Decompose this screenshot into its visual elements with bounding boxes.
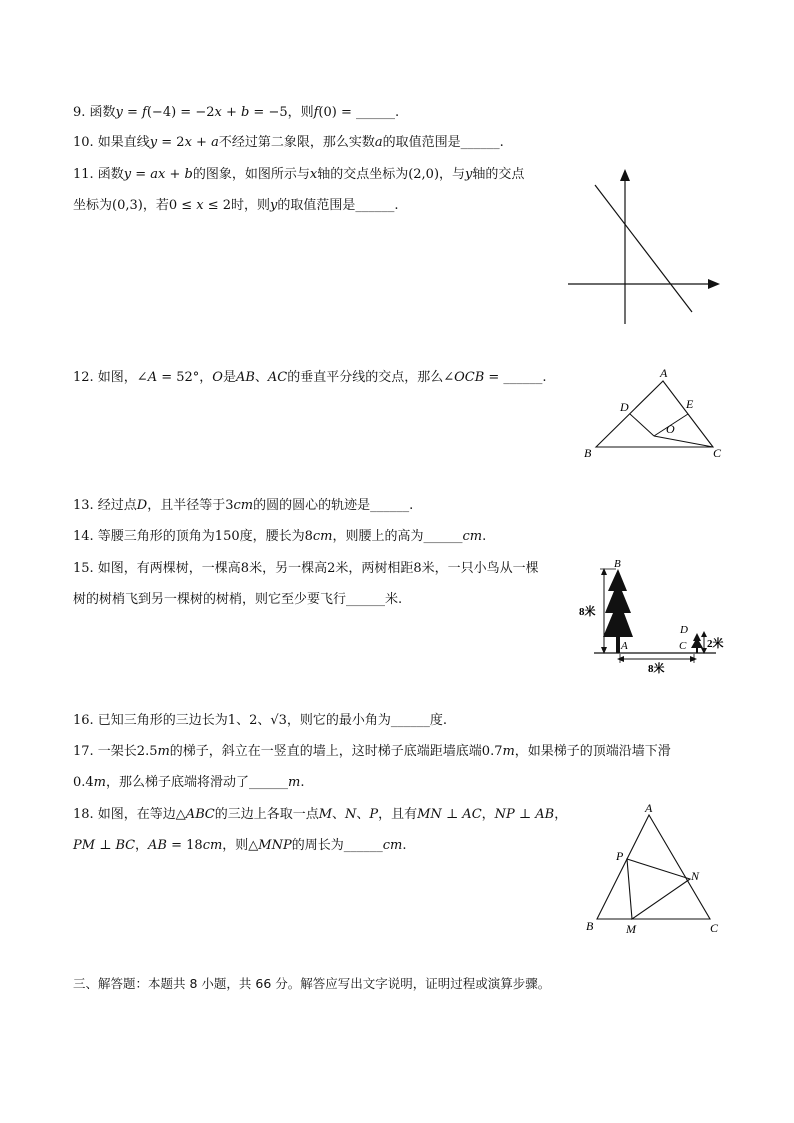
tall-tree-icon [603,569,633,653]
label-e: E [686,397,694,411]
label-o: O [666,422,675,436]
y-axis-arrow-icon [620,169,630,181]
question-13: 13. 经过点𝐷，且半径等于3𝑐𝑚的圆的圆心的轨迹是______. [73,498,414,513]
label-c: C [679,640,687,652]
function-line [595,185,692,312]
question-9: 9. 函数𝑦 = 𝑓(−4) = −2𝑥 + 𝑏 = −5，则𝑓(0) = ______. [73,105,400,120]
question-12: 12. 如图，∠𝐴 = 52°，𝑂是𝐴𝐵、𝐴𝐶的垂直平分线的交点，那么∠𝑂𝐶𝐵 = ______. [73,370,547,385]
label-c: C [713,446,722,460]
question-15-line-1: 15. 如图，有两棵树，一棵高8米，另一棵高2米，两树相距8米，一只小鸟从一棵 [73,561,539,576]
label-n: N [691,869,700,883]
question-18-line-1: 18. 如图，在等边△𝐴𝐵𝐶的三边上各取一点𝑀、𝑁、𝑃，且有𝑀𝑁 ⊥ 𝐴𝐶，𝑁𝑃 ⊥ 𝐴𝐵， [73,807,568,822]
question-18-line-2: 𝑃𝑀 ⊥ 𝐵𝐶，𝐴𝐵 = 18𝑐𝑚，则△𝑀𝑁𝑃的周长为______𝑐𝑚. [73,838,407,853]
q15-trees-figure [576,555,736,675]
q18-triangle-figure [580,800,730,940]
triangle-abc [596,381,713,447]
label-d: D [620,400,629,414]
question-11-line-1: 11. 函数𝑦 = 𝑎𝑥 + 𝑏的图象，如图所示与𝑥轴的交点坐标为(2,0)，与𝑦轴的交点 [73,167,525,182]
height-2m-label: 2米 [707,638,724,650]
label-m: M [626,922,636,936]
section-3-heading: 三、解答题：本题共 8 小题，共 66 分。解答应写出文字说明，证明过程或演算步骤。 [73,976,551,991]
x-axis-arrow-icon [708,279,720,289]
q11-graph-figure [560,160,730,330]
question-17-line-1: 17. 一架长2.5𝑚的梯子，斜立在一竖直的墙上，这时梯子底端距墙底端0.7𝑚，如果梯子的顶端沿墙下滑 [73,744,671,759]
label-a: A [645,801,653,815]
question-17-line-2: 0.4𝑚，那么梯子底端将滑动了______𝑚. [73,775,305,790]
label-a: A [621,640,628,652]
distance-8m-label: 8米 [648,663,665,675]
question-15-line-2: 树的树梢飞到另一棵树的树梢，则它至少要飞行______米. [73,592,403,607]
label-p: P [616,849,624,863]
label-b: B [586,919,594,933]
question-16: 16. 已知三角形的三边长为1、2、√3，则它的最小角为______度. [73,713,448,728]
segment-oc [654,436,713,447]
perpendicular-do [630,414,654,436]
short-tree-icon [691,633,703,653]
height-8m-label: 8米 [579,606,596,618]
label-b: B [614,558,621,570]
label-d: D [680,624,688,636]
q12-triangle-figure [580,365,730,465]
label-b: B [584,446,592,460]
question-11-line-2: 坐标为(0,3)，若0 ≤ 𝑥 ≤ 2时，则𝑦的取值范围是______. [73,198,399,213]
label-c: C [710,921,719,935]
question-10: 10. 如果直线𝑦 = 2𝑥 + 𝑎不经过第二象限，那么实数𝑎的取值范围是______. [73,135,504,150]
label-a: A [660,366,668,380]
question-14: 14. 等腰三角形的顶角为150度，腰长为8𝑐𝑚，则腰上的高为______𝑐𝑚. [73,529,487,544]
